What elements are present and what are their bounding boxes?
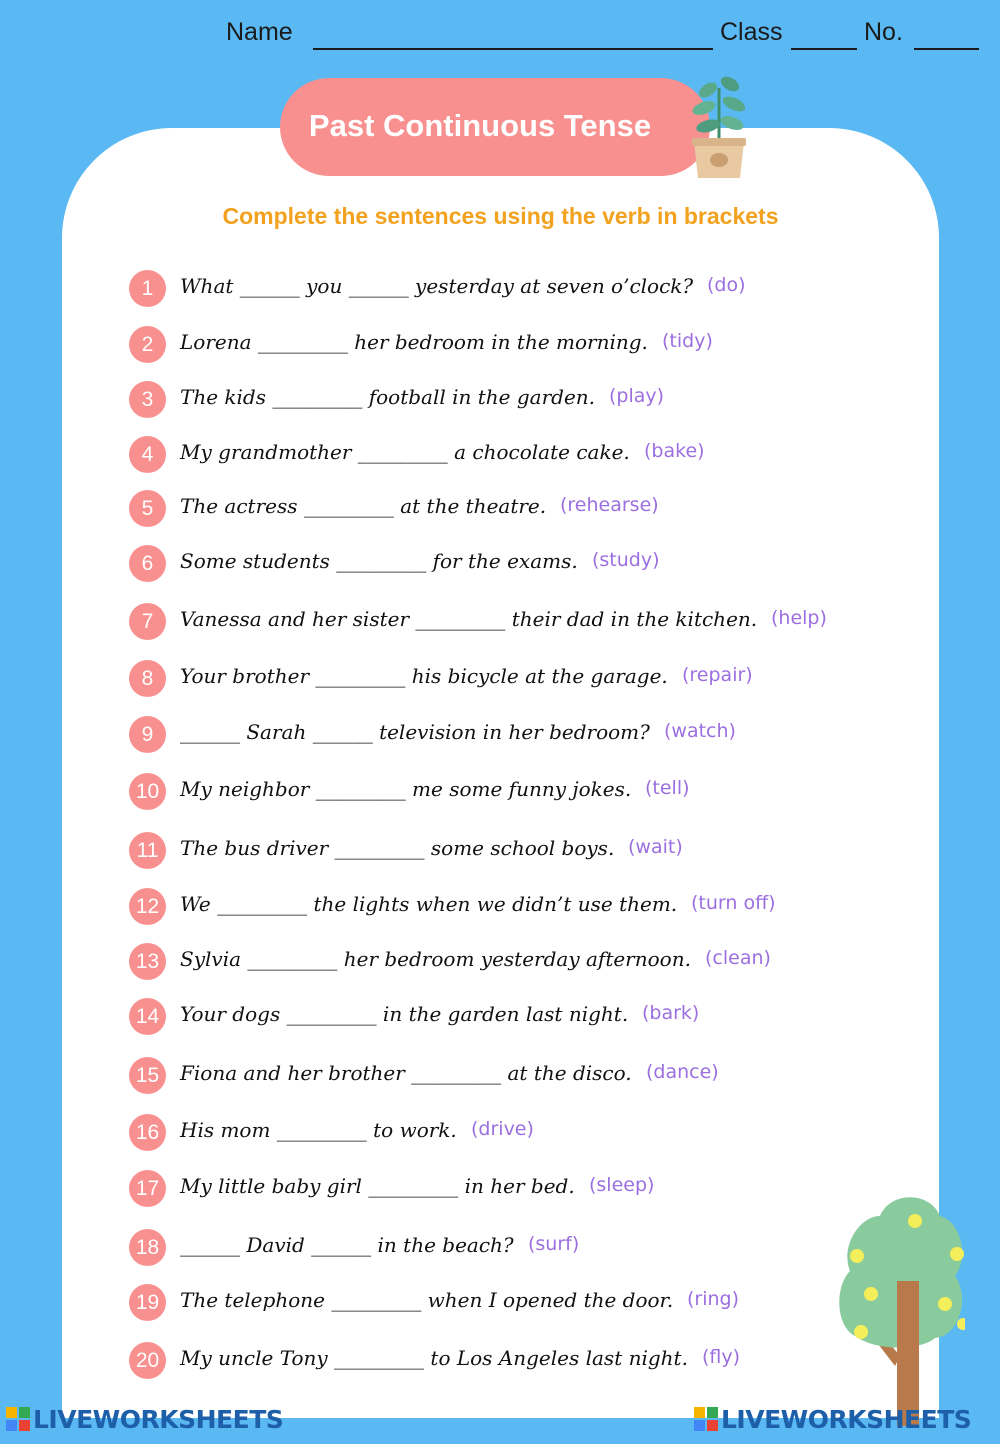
question-sentence: The actress _________ at the theatre. bbox=[180, 494, 547, 518]
verb-hint: (help) bbox=[771, 607, 827, 629]
question-sentence: Some students _________ for the exams. bbox=[180, 549, 578, 573]
question-sentence: His mom _________ to work. bbox=[180, 1118, 457, 1142]
verb-hint: (wait) bbox=[628, 836, 683, 858]
worksheet-card bbox=[62, 128, 939, 1418]
question-sentence: Your dogs _________ in the garden last night. bbox=[180, 1002, 629, 1026]
liveworksheets-mark-icon bbox=[6, 1407, 30, 1431]
verb-hint: (drive) bbox=[471, 1118, 534, 1140]
verb-hint: (sleep) bbox=[589, 1174, 655, 1196]
verb-hint: (rehearse) bbox=[560, 494, 659, 516]
question-number-badge: 19 bbox=[129, 1284, 166, 1321]
potted-plant-icon bbox=[686, 68, 752, 184]
verb-hint: (surf) bbox=[528, 1233, 580, 1255]
verb-hint: (bake) bbox=[644, 440, 705, 462]
question-number-badge: 2 bbox=[129, 326, 166, 363]
question-number-badge: 20 bbox=[129, 1342, 166, 1379]
question-number-badge: 3 bbox=[129, 381, 166, 418]
verb-hint: (study) bbox=[592, 549, 660, 571]
question-sentence: Sylvia _________ her bedroom yesterday afternoon. bbox=[180, 947, 691, 971]
question-number-badge: 8 bbox=[129, 660, 166, 697]
question-number-badge: 14 bbox=[129, 998, 166, 1035]
question-number-badge: 6 bbox=[129, 545, 166, 582]
verb-hint: (ring) bbox=[687, 1288, 740, 1310]
class-label: Class bbox=[720, 18, 783, 46]
question-sentence: My little baby girl _________ in her bed. bbox=[180, 1174, 575, 1198]
verb-hint: (watch) bbox=[664, 720, 736, 742]
question-sentence: ______ David ______ in the beach? bbox=[180, 1233, 514, 1257]
instruction-text: Complete the sentences using the verb in brackets bbox=[222, 203, 779, 229]
number-field[interactable] bbox=[914, 48, 979, 50]
logo-text: LIVEWORKSHEETS bbox=[33, 1405, 284, 1434]
page-title: Past Continuous Tense bbox=[308, 108, 652, 143]
question-number-badge: 1 bbox=[129, 270, 166, 307]
question-number-badge: 4 bbox=[129, 436, 166, 473]
question-sentence: Your brother _________ his bicycle at the garage. bbox=[180, 664, 668, 688]
question-sentence: ______ Sarah ______ television in her bedroom? bbox=[180, 720, 650, 744]
question-number-badge: 12 bbox=[129, 888, 166, 925]
question-number-badge: 18 bbox=[129, 1229, 166, 1266]
question-sentence: My uncle Tony _________ to Los Angeles last night. bbox=[180, 1346, 688, 1370]
question-number-badge: 7 bbox=[129, 603, 166, 640]
question-sentence: The kids _________ football in the garden. bbox=[180, 385, 596, 409]
question-sentence: Fiona and her brother _________ at the disco. bbox=[180, 1061, 632, 1085]
question-sentence: The bus driver _________ some school boys. bbox=[180, 836, 615, 860]
question-sentence: Vanessa and her sister _________ their dad in the kitchen. bbox=[180, 607, 758, 631]
verb-hint: (turn off) bbox=[691, 892, 776, 914]
question-sentence: The telephone _________ when I opened the door. bbox=[180, 1288, 674, 1312]
question-number-badge: 10 bbox=[129, 773, 166, 810]
question-sentence: Lorena _________ her bedroom in the morning. bbox=[180, 330, 648, 354]
verb-hint: (clean) bbox=[705, 947, 771, 969]
question-number-badge: 13 bbox=[129, 943, 166, 980]
student-info-header bbox=[0, 18, 1000, 58]
name-field[interactable] bbox=[313, 48, 713, 50]
question-sentence: My grandmother _________ a chocolate cake. bbox=[180, 440, 630, 464]
verb-hint: (do) bbox=[707, 274, 746, 296]
question-sentence: My neighbor _________ me some funny jokes. bbox=[180, 777, 632, 801]
class-field[interactable] bbox=[791, 48, 857, 50]
verb-hint: (tell) bbox=[645, 777, 690, 799]
verb-hint: (bark) bbox=[642, 1002, 700, 1024]
verb-hint: (fly) bbox=[702, 1346, 741, 1368]
verb-hint: (repair) bbox=[682, 664, 753, 686]
question-number-badge: 5 bbox=[129, 490, 166, 527]
name-label: Name bbox=[226, 18, 293, 46]
question-number-badge: 16 bbox=[129, 1114, 166, 1151]
question-number-badge: 9 bbox=[129, 716, 166, 753]
question-sentence: What ______ you ______ yesterday at seven o’clock? bbox=[180, 274, 694, 298]
question-sentence: We _________ the lights when we didn’t use them. bbox=[180, 892, 678, 916]
verb-hint: (tidy) bbox=[662, 330, 713, 352]
no-label: No. bbox=[864, 18, 903, 46]
verb-hint: (play) bbox=[609, 385, 665, 407]
question-number-badge: 11 bbox=[129, 832, 166, 869]
verb-hint: (dance) bbox=[646, 1061, 719, 1083]
liveworksheets-mark-icon bbox=[694, 1407, 718, 1431]
logo-text: LIVEWORKSHEETS bbox=[721, 1405, 972, 1434]
question-number-badge: 17 bbox=[129, 1170, 166, 1207]
question-number-badge: 15 bbox=[129, 1057, 166, 1094]
tree-icon bbox=[835, 1186, 965, 1426]
